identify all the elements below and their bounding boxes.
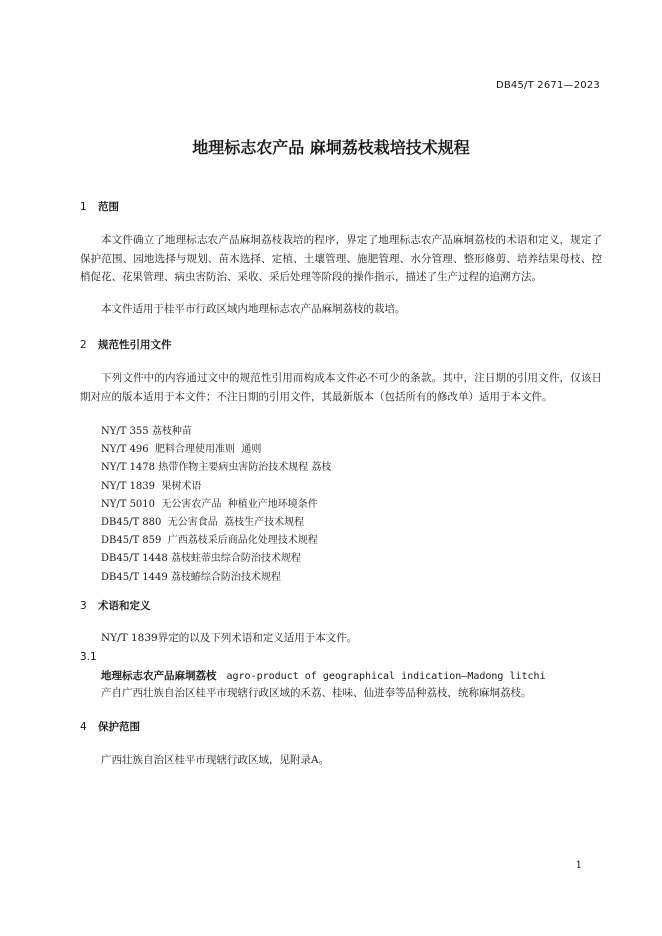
section-title: 术语和定义 <box>98 600 151 612</box>
reference-item: DB45/T 859 广西荔枝采后商品化处理技术规程 <box>101 535 318 547</box>
section-1-paragraph-2: 本文件适用于桂平市行政区域内地理标志农产品麻垌荔枝的栽培。 <box>101 303 406 315</box>
reference-item: NY/T 496 肥料合理使用准则 通则 <box>101 444 262 456</box>
section-4-paragraph-1: 广西壮族自治区桂平市现辖行政区域，见附录A。 <box>101 754 330 766</box>
section-2-paragraph-1: 下列文件中的内容通过文中的规范性引用而构成本文件必不可少的条款。其中，注日期的引用文件，仅该日期对应的版本适用于本文件；不注日期的引用文件，其最新版本（包括所有的修改单）适用于本文件。 <box>80 372 602 403</box>
document-title: 地理标志农产品 麻垌荔枝栽培技术规程 <box>192 138 470 157</box>
section-1-paragraph-1: 本文件确立了地理标志农产品麻垌荔枝栽培的程序，界定了地理标志农产品麻垌荔枝的术语和定义，规定了保护范围、园地选择与规划、苗木选择、定植、土壤管理、施肥管理、水分管理、整形修剪、培养结果母枝、控梢促花、花果管理、病虫害防治、采收、采后处理等阶段的操作指示，描述了生产过程的追溯方法。 <box>80 234 602 283</box>
reference-item: DB45/T 880 无公害食品 荔枝生产技术规程 <box>101 517 305 529</box>
term-definition: 产自广西壮族自治区桂平市现辖行政区域的禾荔、桂味、仙进奉等品种荔枝，统称麻垌荔枝。 <box>101 687 532 699</box>
section-number: 1 <box>80 201 87 213</box>
section-number: 4 <box>80 721 87 733</box>
reference-item: DB45/T 1449 荔枝蝽综合防治技术规程 <box>101 571 281 583</box>
section-4-heading <box>80 719 140 734</box>
reference-item: NY/T 1839 果树术语 <box>101 480 202 492</box>
reference-item: DB45/T 1448 荔枝蛀蒂虫综合防治技术规程 <box>101 553 301 565</box>
section-number: 3 <box>80 600 87 612</box>
term-entry <box>101 668 546 683</box>
page-number: 1 <box>575 860 582 871</box>
section-3-paragraph-1: NY/T 1839界定的以及下列术语和定义适用于本文件。 <box>101 632 358 644</box>
reference-list <box>101 423 331 587</box>
reference-item: NY/T 5010 无公害农产品 种植业产地环境条件 <box>101 498 318 510</box>
term-chinese: 地理标志农产品麻垌荔枝 <box>101 670 217 682</box>
term-number: 3.1 <box>80 651 97 663</box>
reference-item: NY/T 355 荔枝种苗 <box>101 426 192 437</box>
section-3-heading <box>80 598 151 613</box>
document-number: DB45/T 2671—2023 <box>495 80 600 91</box>
section-1-heading <box>80 199 119 214</box>
section-title: 规范性引用文件 <box>98 339 172 351</box>
section-2-heading <box>80 337 172 352</box>
section-title: 保护范围 <box>98 721 140 733</box>
section-number: 2 <box>80 339 87 351</box>
section-title: 范围 <box>98 201 119 213</box>
reference-item: NY/T 1478 热带作物主要病虫害防治技术规程 荔枝 <box>101 462 332 474</box>
term-english: agro-product of geographical indication—Madong litchi <box>226 671 546 682</box>
